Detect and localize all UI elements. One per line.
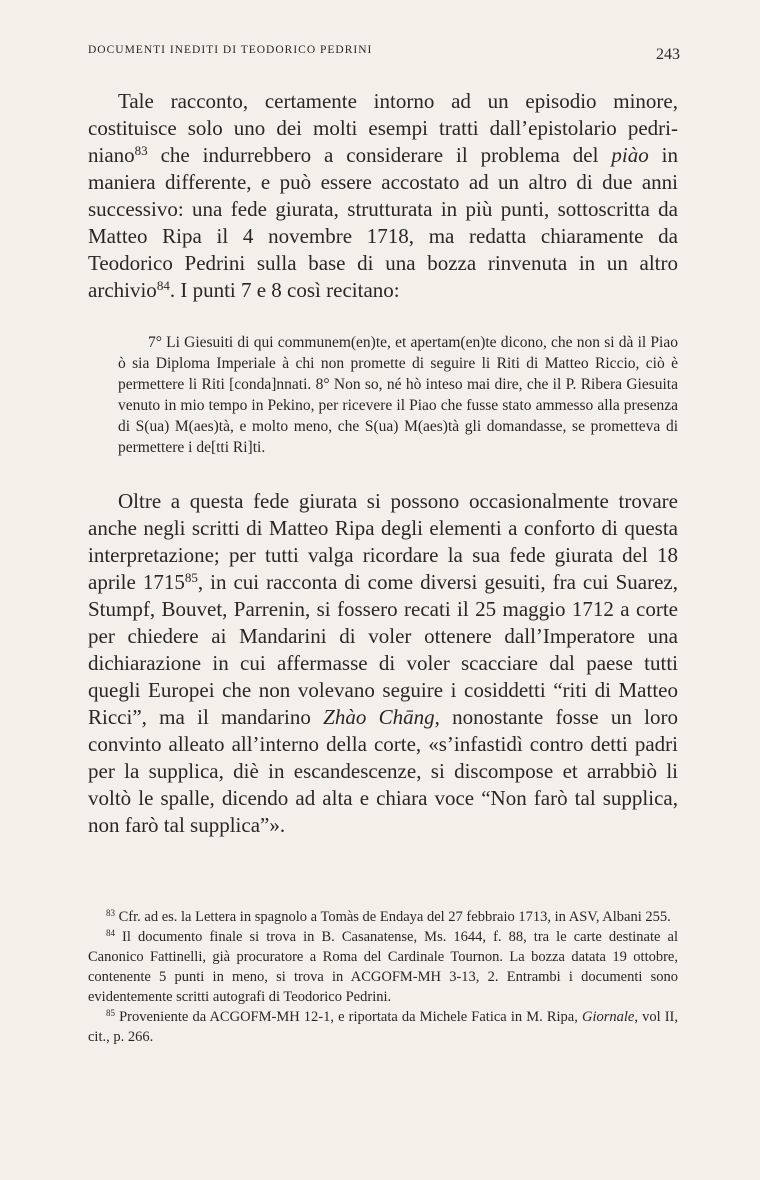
footnote-ref-83: 83 bbox=[134, 142, 148, 158]
footnote-number: 84 bbox=[106, 928, 115, 939]
block-quote: 7° Li Giesuiti di qui communem(en)te, et apertam(en)te dicono, che non si dà il Piao ò sia Diploma Imperiale à chi non promette di seguire li Riti di Matteo Riccio, ciò è permettere li Riti [conda]nnati. 8° Non so, né hò inteso mai dire, che il P. Ribera Giesuita venuto in mio tempo in Pekino, per ricevere il Piao che fusse stato ammesso alla presenza di S(ua) M(aes)tà, e molto meno, che S(ua) M(aes)tà gli domandasse, se prometteva di permettere i de[tti Ri]ti. bbox=[118, 334, 678, 456]
footnote-text: Cfr. ad es. la Lettera in spagnolo a Tomàs de Endaya del 27 febbraio 1713, in ASV, Albani 255. bbox=[114, 909, 671, 925]
footnote-ref-85: 85 bbox=[184, 569, 198, 585]
footnote-83 bbox=[88, 907, 678, 927]
footnote-text: Il documento finale si trova in B. Casanatense, Ms. 1644, f. 88, tra le carte destinate al Canonico Fattinelli, già procuratore a Roma del Cardinale Tournon. La bozza datata 19 ottobre, contenente 5 punti in meno, si trova in ACGOFM-MH 3-13, 2. Entrambi i documenti sono evidentemente scritti autografi di Teodorico Pedrini. bbox=[88, 929, 678, 1005]
text-run: in maniera differente, e può essere accostato ad un altro di due anni successivo: una fede giurata, strutturata in più punti, sottoscritta da Matteo Ripa il 4 novembre 1718, ma redatta chiaramente da Teodorico Pedrini sulla base di una bozza rinvenuta in un altro archivio bbox=[88, 143, 678, 302]
footnotes bbox=[88, 907, 678, 1047]
footnote-84 bbox=[88, 927, 678, 1007]
mandarin-name: Zhào Chāng bbox=[323, 705, 435, 729]
footnote-number: 85 bbox=[106, 1008, 115, 1019]
paragraph-2 bbox=[88, 488, 678, 839]
footnote-ref-84: 84 bbox=[156, 277, 170, 293]
page-header bbox=[88, 40, 680, 63]
text-run: Oltre a questa fede giurata si possono occasionalmente trovare anche negli scritti di Matteo Ripa degli elementi a conforto di questa interpretazione; per tutti valga ricordare la sua fede giurata del 18 aprile 1715 bbox=[88, 489, 678, 594]
text-run: . I punti 7 e 8 così recitano: bbox=[169, 278, 400, 302]
footnote-title: Giornale bbox=[581, 1009, 635, 1025]
page-number: 243 bbox=[656, 46, 680, 63]
footnote-text: Proveniente da ACGOFM-MH 12-1, e riportata da Michele Fatica in M. Ripa, bbox=[114, 1009, 582, 1025]
running-title: DOCUMENTI INEDITI DI TEODORICO PEDRINI bbox=[88, 44, 373, 56]
paragraph-1 bbox=[88, 88, 678, 304]
footnote-number: 83 bbox=[106, 908, 115, 919]
footnote-85 bbox=[88, 1007, 678, 1047]
text-run: , in cui racconta di come diversi gesuiti, fra cui Suarez, Stumpf, Bouvet, Parrenin, si fossero recati il 25 maggio 1712 a corte per chiedere ai Mandarini di voler ottenere dall’Imperatore una dichiarazione in cui affermasse di voler scacciare dal paese tutti quegli Europei che non volevano seguire i cosiddetti “riti di Matteo Ricci”, ma il mandarino bbox=[88, 570, 678, 729]
main-text bbox=[88, 88, 678, 839]
term-piao: piào bbox=[611, 143, 649, 167]
text-run: che indurrebbero a considerare il problema del bbox=[147, 143, 612, 167]
footnote-text: , vol II, cit., p. 266. bbox=[88, 1009, 679, 1045]
text-run: , nonostante fosse un loro convinto alleato all’interno della corte, «s’infastidì contro detti padri per la supplica, diè in escandescenze, si discompose et arrabbiò li voltò le spalle, dicendo ad alta e chiara voce “Non farò tal supplica, non farò tal supplica”». bbox=[88, 705, 678, 837]
text-run: Tale racconto, certamente intorno ad un episodio minore, costituisce solo uno dei molti esempi tratti dall’epistolario pedriniano bbox=[88, 89, 678, 167]
